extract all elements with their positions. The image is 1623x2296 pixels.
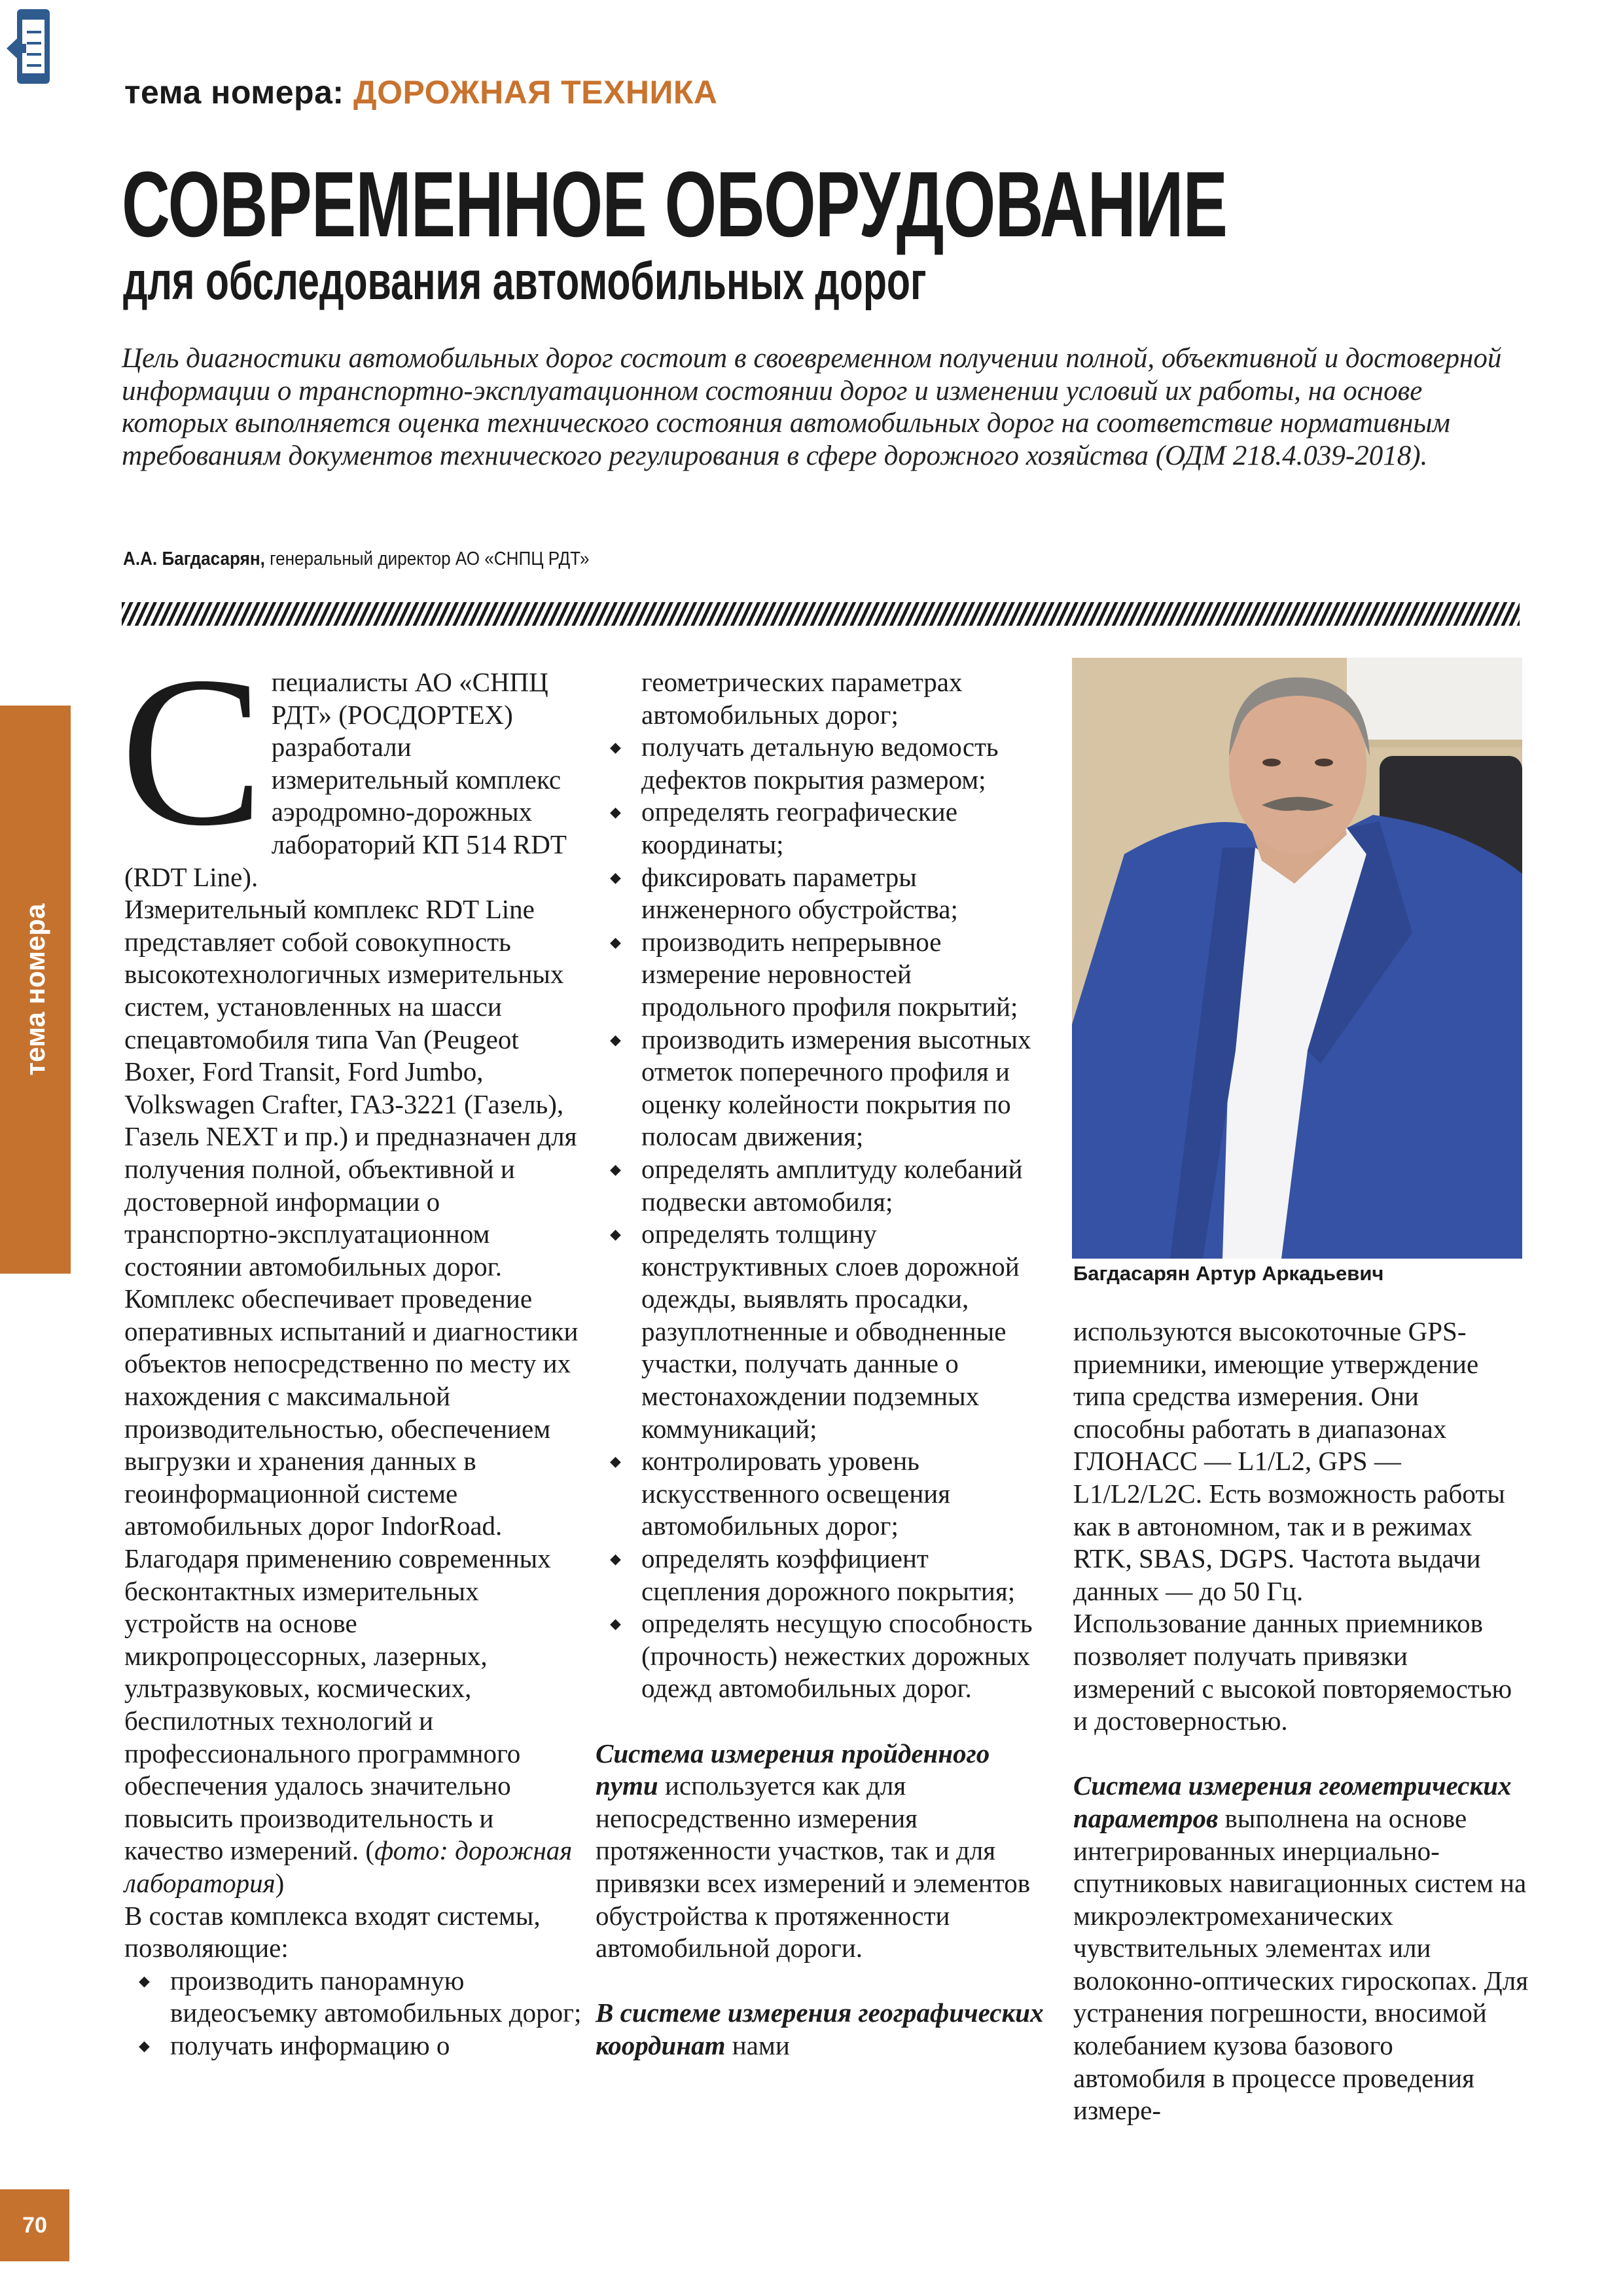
author-line bbox=[123, 548, 589, 570]
article-title: СОВРЕМЕННОЕ ОБОРУДОВАНИЕ bbox=[122, 152, 1228, 257]
list-item: ◆ производить панорамную видеосъемку автомобильных дорог; bbox=[124, 1965, 582, 2030]
paragraph-distance-system: Система измерения пройденного пути используется как для непосредственно измерения протяженности участков, так и для привязки всех измерений и элементов обустройства к протяженности автомобильной дороги. bbox=[596, 1738, 1031, 1964]
author-name: А.А. Багдасарян, bbox=[123, 548, 265, 569]
section-header bbox=[124, 73, 718, 111]
intro-paragraph: Специалисты АО «СНПЦ РДТ» (РОСДОРТЕХ) разработали измерительный комплекс аэродромно-дорожных лабораторий КП 514 RDT (RDT Line). bbox=[120, 632, 567, 892]
author-portrait-photo bbox=[1072, 658, 1522, 1259]
drop-cap: С bbox=[120, 632, 264, 870]
section-topic: ДОРОЖНАЯ ТЕХНИКА bbox=[353, 74, 718, 111]
column-1 bbox=[120, 632, 582, 2062]
paragraph: Измерительный комплекс RDT Line представляет собой совокупность высокотехнологичных измерительных систем, установленных на шасси спецавтомобиля типа Van (Peugeot Boxer, Ford Transit, Ford Jumbo, Volkswagen Crafter, ГАЗ-3221 (Газель), Газель NEXT и пр.) и предназначен для получения полной, объективной и достоверной информации о транспортно-эксплуатационном состоянии автомобильных дорог. bbox=[124, 894, 577, 1282]
paragraph: Использование данных приемников позволяет получать привязки измерений с высокой повторяемостью и достоверностью. bbox=[1073, 1608, 1512, 1736]
list-item: ◆ определять амплитуду колебаний подвески автомобиля; bbox=[596, 1153, 1054, 1218]
column-3 bbox=[1073, 1316, 1531, 2127]
list-item: ◆ производить измерения высотных отметок поперечного профиля и оценку колейности покрытия по полосам движения; bbox=[596, 1024, 1054, 1153]
list-item: ◆ определять несущую способность (прочность) нежестких дорожных одежд автомобильных дорог. bbox=[596, 1607, 1054, 1705]
article-lead: Цель диагностики автомобильных дорог состоит в своевременном получении полной, объективной и достоверной информации о транспортно-эксплуатационном состоянии дорог и изменении условий их работы, на основе которых выполняется оценка технического состояния автомобильных дорог на соответствие нормативным требованиям документов технического регулирования в сфере дорожного хозяйства (ОДМ 218.4.039-2018). bbox=[122, 343, 1502, 471]
list-item: ◆ контролировать уровень искусственного освещения автомобильных дорог; bbox=[596, 1445, 1054, 1543]
paragraph-geo-system: В системе измерения географических координат нами bbox=[596, 1998, 1044, 2060]
paragraph: Комплекс обеспечивает проведение оперативных испытаний и диагностики объектов непосредственно по месту их нахождения с максимальной производительностью, обеспечением выгрузки и хранения данных в геоинформационной системе автомобильных дорог IndorRoad. bbox=[124, 1283, 579, 1541]
article-subtitle: для обследования автомобильных дорог bbox=[123, 251, 927, 311]
back-to-contents-icon[interactable] bbox=[5, 8, 51, 85]
page-number: 70 bbox=[0, 2189, 69, 2261]
capabilities-list-continued bbox=[596, 666, 1054, 1705]
list-item: ◆ фиксировать параметры инженерного обустройства; bbox=[596, 861, 1054, 926]
photo-caption: Багдасарян Артур Аркадьевич bbox=[1073, 1262, 1384, 1285]
list-item: ◆ получать детальную ведомость дефектов покрытия размером; bbox=[596, 731, 1054, 796]
list-item: ◆ определять толщину конструктивных слоев дорожной одежды, выявлять просадки, разуплотненные и обводненные участки, получать данные о местонахождении подземных коммуникаций; bbox=[596, 1218, 1054, 1445]
paragraph-geometry-system: Система измерения геометрических параметров выполнена на основе интегрированных инерциально-спутниковых навигационных систем на микроэлектромеханических чувствительных элементах или волоконно-оптических гироскопах. Для устранения погрешности, вносимой колебанием кузова базового автомобиля в процессе проведения измере- bbox=[1073, 1770, 1529, 2126]
subheading: В системе измерения географических координат bbox=[596, 1998, 1044, 2060]
paragraph: Благодаря применению современных бесконтактных измерительных устройств на основе микропроцессорных, лазерных, ультразвуковых, космических, беспилотных технологий и профессионального программного обеспечения удалось значительно повысить производительность и качество измерений. (фото: дорожная лаборатория) bbox=[124, 1543, 573, 1898]
column-2 bbox=[596, 666, 1054, 2062]
section-side-tab[interactable] bbox=[0, 706, 71, 1274]
list-item: ◆ определять коэффициент сцепления дорожного покрытия; bbox=[596, 1543, 1054, 1607]
subheading: Система измерения геометрических параметров bbox=[1073, 1770, 1512, 1833]
paragraph: используются высокоточные GPS-приемники, имеющие утверждение типа средства измерения. Они способны работать в диапазонах ГЛОНАСС — L1/L2, GPS — L1/L2/L2C. Есть возможность работы как в автономном, так и в режимах RTK, SBAS, DGPS. Частота выдачи данных — до 50 Гц. bbox=[1073, 1316, 1505, 1606]
capabilities-list bbox=[124, 1965, 582, 2062]
list-item: ◆ определять географические координаты; bbox=[596, 796, 1054, 861]
section-label: тема номера: bbox=[124, 74, 344, 111]
list-item-continuation: геометрических параметрах автомобильных дорог; bbox=[641, 667, 963, 730]
subheading: Система измерения пройденного пути bbox=[596, 1738, 990, 1801]
list-item: ◆ производить непрерывное измерение неровностей продольного профиля покрытий; bbox=[596, 926, 1054, 1024]
paragraph: В состав комплекса входят системы, позволяющие: bbox=[124, 1900, 541, 1964]
author-role: генеральный директор АО «СНПЦ РДТ» bbox=[264, 548, 590, 569]
side-tab-label: тема номера bbox=[20, 903, 50, 1076]
list-item: ◆ получать информацию о bbox=[124, 2030, 582, 2062]
hatched-divider bbox=[122, 602, 1520, 626]
